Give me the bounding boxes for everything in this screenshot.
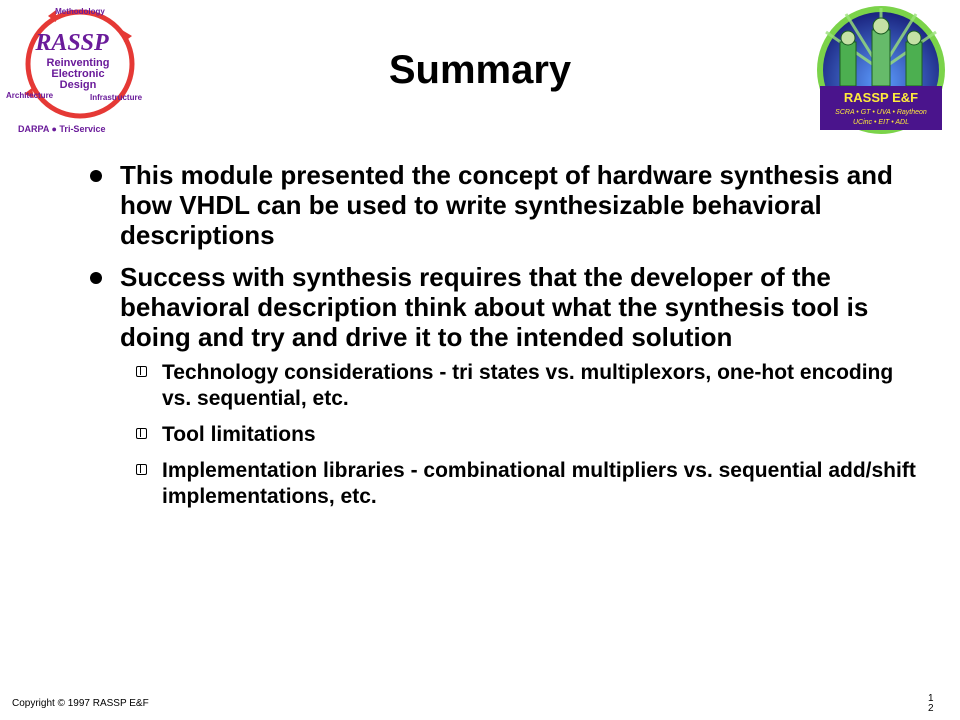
logo-line-3: Design	[59, 79, 97, 91]
logo-architecture-label: Architecture	[6, 91, 54, 100]
logo-methodology-label: Methodology	[55, 7, 105, 16]
sub-bullet-icon	[136, 428, 147, 439]
bullet-item	[86, 262, 926, 352]
logo-darpa-label: DARPA ● Tri-Service	[18, 124, 106, 134]
bullet-text: Success with synthesis requires that the developer of the behavioral description think about what the synthesis tool is doing and try and drive it to the intended solution	[120, 262, 869, 352]
logo-ef-line-1: SCRA • GT • UVA • Raytheon	[835, 109, 927, 116]
copyright-footer: Copyright © 1997 RASSP E&F	[12, 698, 149, 709]
bullet-text: This module presented the concept of hardware synthesis and how VHDL can be used to write synthesizable behavioral descriptions	[120, 160, 893, 250]
logo-line-2: Electronic	[51, 68, 105, 80]
slide-title: Summary	[388, 48, 572, 92]
logo-rassp-label: RASSP	[35, 30, 109, 56]
bullet-dot-icon	[90, 272, 102, 284]
bullet-item	[86, 160, 926, 250]
sub-bullet-icon	[136, 366, 147, 377]
sub-bullet-item	[86, 422, 926, 448]
sub-bullet-text: Technology considerations - tri states vs. multiplexors, one-hot encoding vs. sequential, etc.	[162, 361, 894, 410]
slide-content	[86, 160, 926, 520]
sub-bullet-icon	[136, 464, 147, 475]
sub-bullet-item	[86, 458, 926, 510]
logo-ef-title: RASSP E&F	[843, 90, 919, 105]
bullet-dot-icon	[90, 170, 102, 182]
sub-bullet-text: Tool limitations	[162, 423, 316, 446]
page-number: 1 2	[928, 693, 934, 714]
logo-line-1: Reinventing	[46, 57, 110, 69]
logo-ef-line-2: UCinc • EIT • ADL	[853, 119, 909, 126]
sub-bullet-text: Implementation libraries - combinational multipliers vs. sequential add/shift implementations, etc.	[162, 459, 916, 508]
logo-infrastructure-label: Infrastructure	[90, 93, 143, 102]
sub-bullet-item	[86, 360, 926, 412]
